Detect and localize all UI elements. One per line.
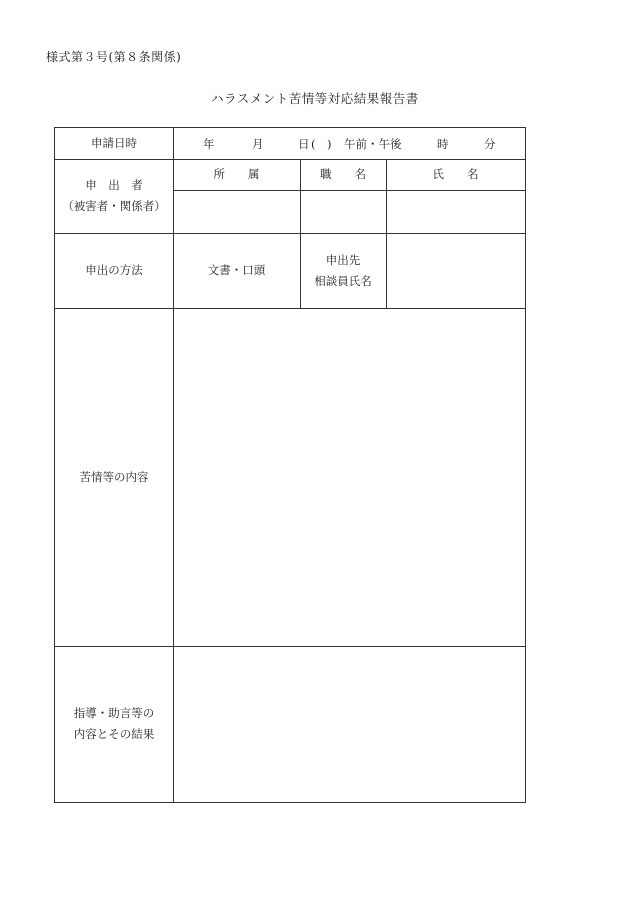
counselor-label — [300, 233, 386, 308]
name-label: 氏 名 — [432, 167, 479, 181]
name-field[interactable] — [386, 190, 525, 233]
guidance-label-line1: 指導・助言等の — [73, 706, 155, 720]
position-label: 職 名 — [320, 167, 366, 181]
position-field[interactable] — [300, 190, 386, 233]
affiliation-field[interactable] — [173, 190, 300, 233]
form-number: 様式第３号(第８条関係) — [46, 50, 182, 64]
counselor-name-field[interactable] — [386, 233, 525, 308]
application-datetime-label: 申請日時 — [91, 136, 137, 150]
day-label: 日 — [298, 137, 310, 151]
applicant-label-line1: 申 出 者 — [85, 178, 143, 192]
hour-label: 時 — [437, 137, 449, 151]
year-label: 年 — [203, 137, 215, 151]
guidance-label-line2: 内容とその結果 — [73, 727, 155, 741]
counselor-label-line1: 申出先 — [325, 252, 361, 267]
complaint-content-field[interactable] — [173, 308, 525, 646]
guidance-label — [55, 646, 173, 802]
weekday-parentheses: ( ) — [311, 137, 332, 151]
minute-label: 分 — [484, 137, 496, 151]
guidance-content-field[interactable] — [173, 646, 525, 802]
document-title: ハラスメント苦情等対応結果報告書 — [211, 91, 419, 106]
am-pm-label: 午前・午後 — [344, 137, 402, 151]
applicant-label — [55, 159, 173, 233]
month-label: 月 — [252, 137, 264, 151]
application-datetime-field[interactable] — [173, 128, 525, 159]
method-value[interactable]: 文書・口頭 — [207, 263, 266, 277]
counselor-label-line2: 相談員氏名 — [314, 273, 372, 288]
report-form-table — [54, 127, 526, 803]
affiliation-label: 所 属 — [213, 167, 260, 181]
complaint-label: 苦情等の内容 — [79, 469, 149, 484]
applicant-label-line2: （被害者・関係者） — [62, 199, 166, 213]
method-label: 申出の方法 — [85, 263, 143, 277]
